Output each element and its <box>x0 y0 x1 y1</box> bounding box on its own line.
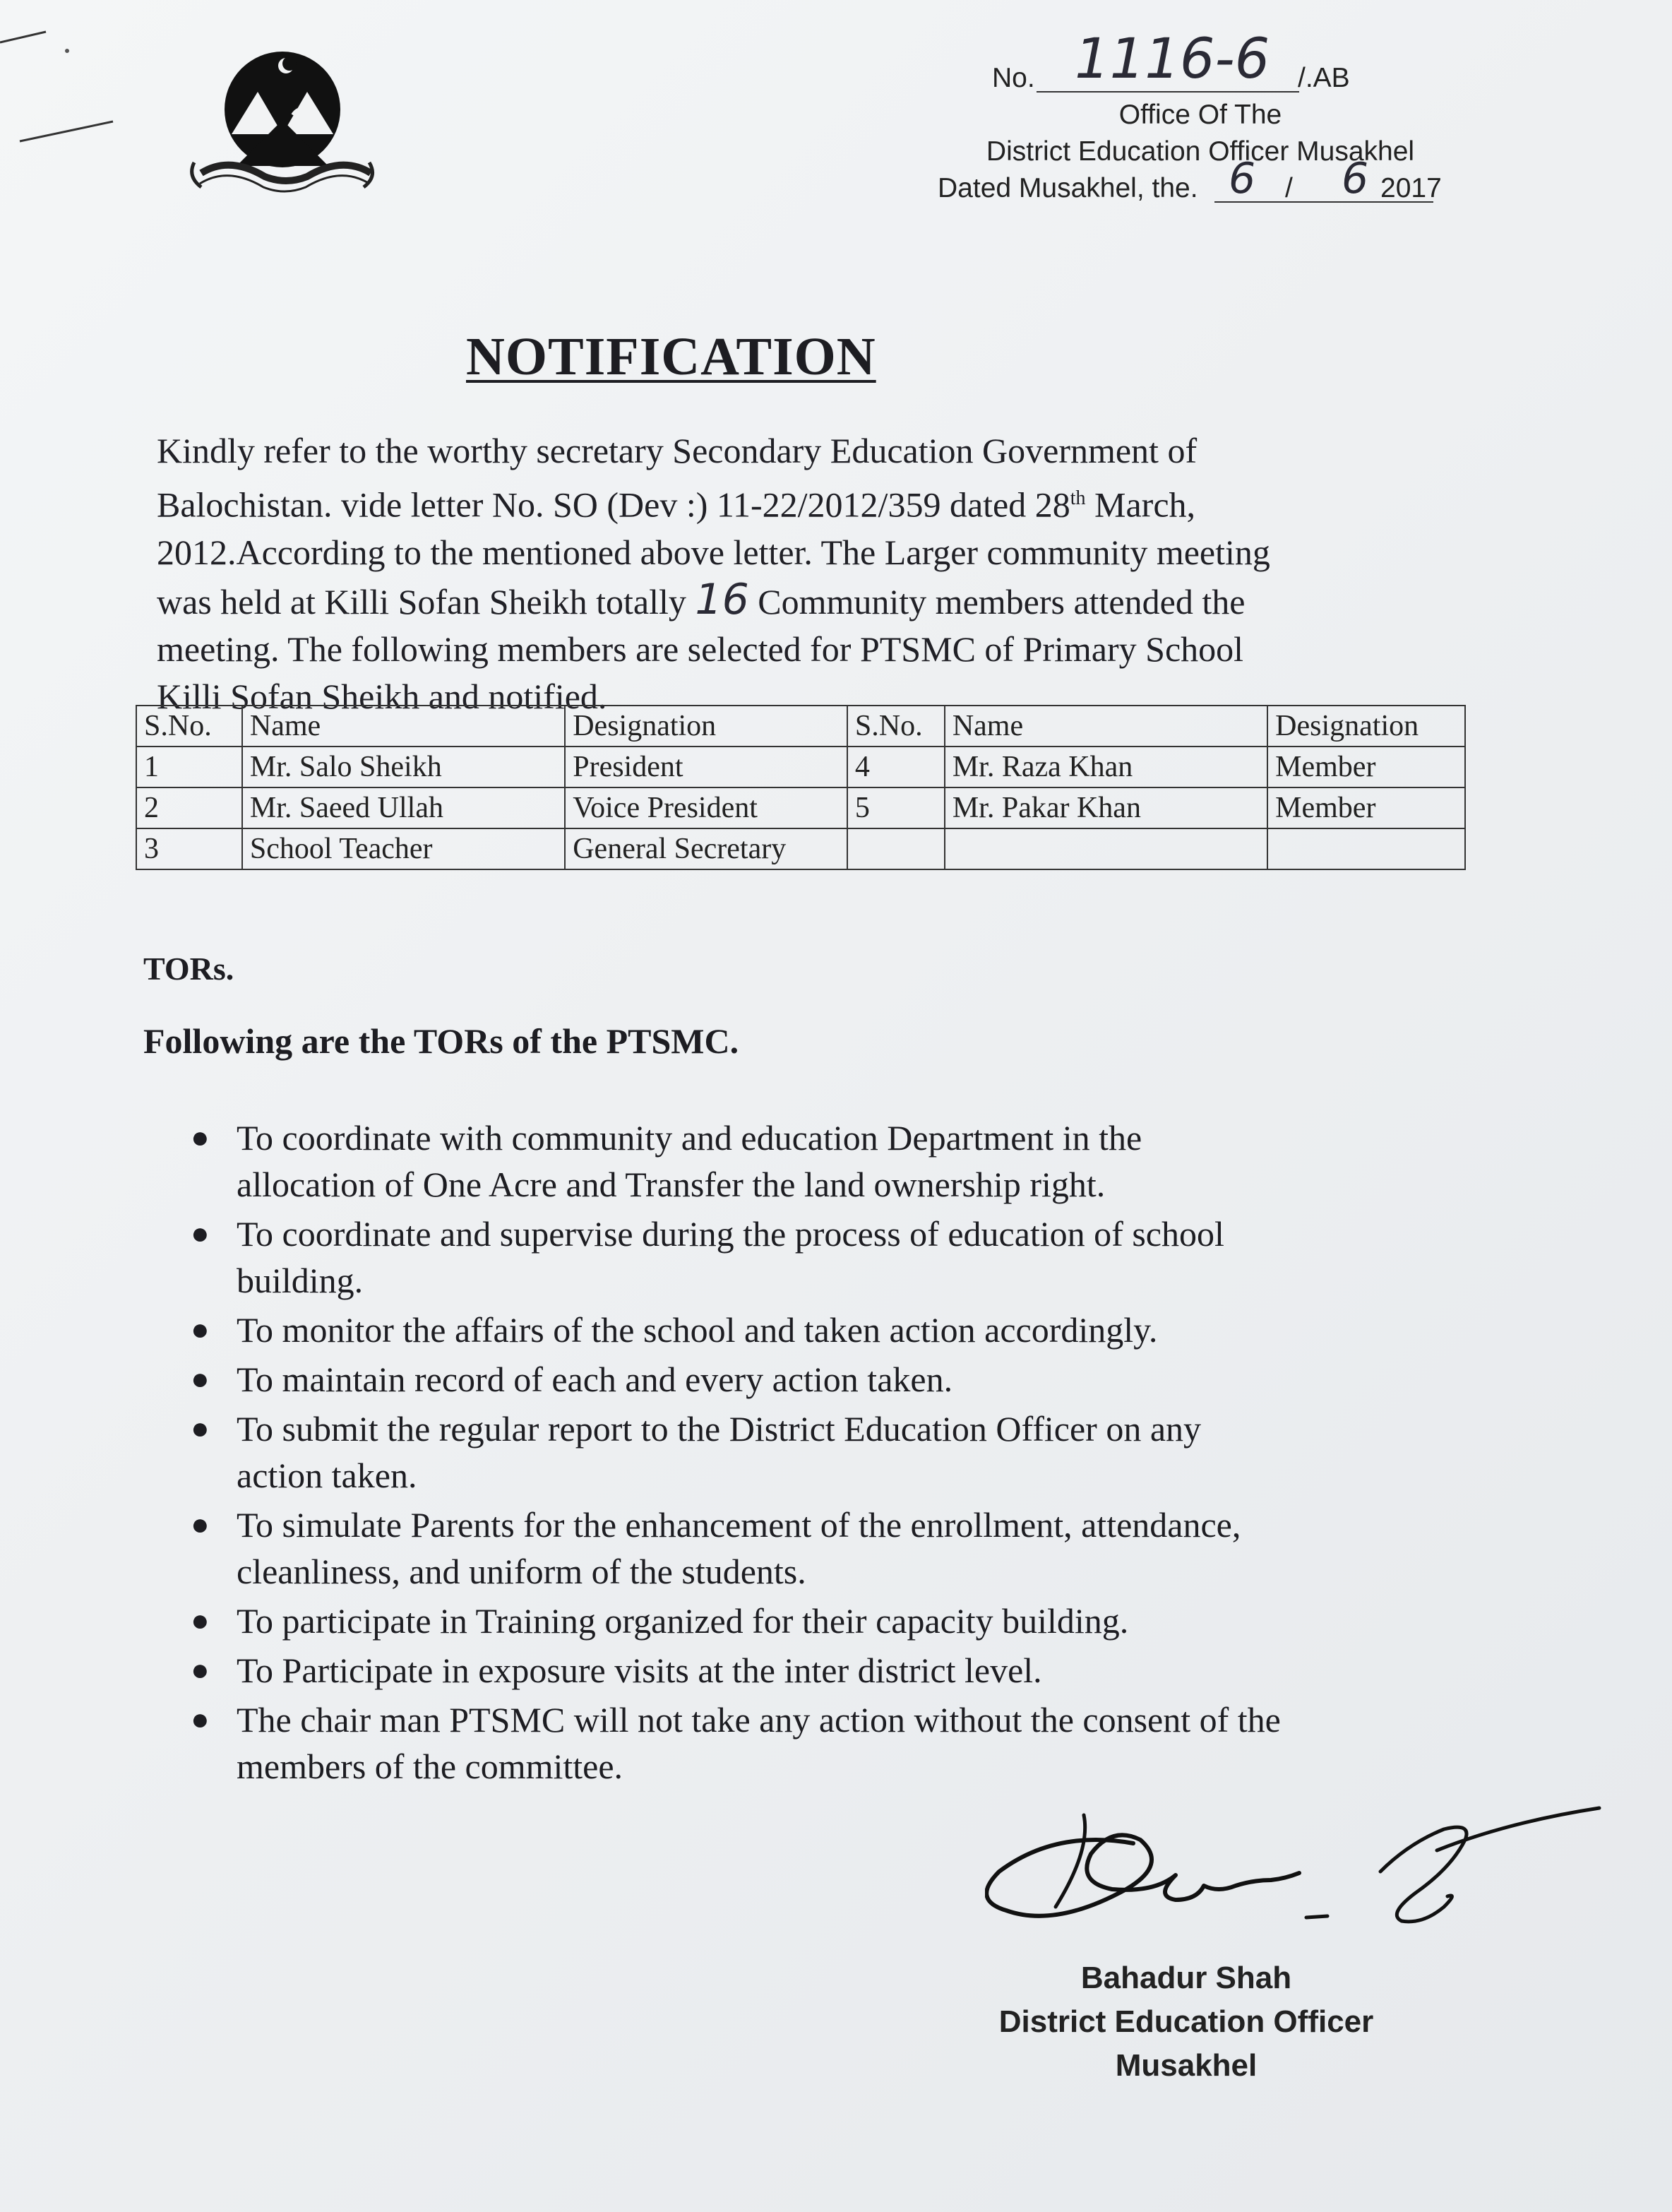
list-item-text: action taken. <box>237 1456 417 1495</box>
table-cell <box>1267 828 1465 869</box>
column-header: Designation <box>565 706 847 747</box>
table-cell: Member <box>1267 747 1465 787</box>
bullet-icon: ● <box>191 1120 210 1155</box>
bullet-icon: ● <box>191 1507 210 1542</box>
signer-place: Musakhel <box>1115 2048 1258 2083</box>
list-item-text: allocation of One Acre and Transfer the land ownership right. <box>237 1165 1106 1204</box>
list-item <box>169 1356 1462 1403</box>
dated-line <box>918 154 1483 207</box>
list-item-text: To Participate in exposure visits at the inter district level. <box>237 1651 1042 1690</box>
bullet-icon: ● <box>191 1362 210 1396</box>
list-item-text: To coordinate and supervise during the process of education of school <box>237 1214 1224 1254</box>
table-cell: Voice President <box>565 787 847 828</box>
list-item-text: To maintain record of each and every action taken. <box>237 1360 953 1399</box>
table-cell: Member <box>1267 787 1465 828</box>
table-cell <box>847 828 945 869</box>
balochistan-emblem-icon <box>187 39 378 201</box>
bullet-icon: ● <box>191 1653 210 1687</box>
tors-subheading: Following are the TORs of the PTSMC. <box>143 1021 739 1061</box>
table-cell: School Teacher <box>242 828 565 869</box>
reference-no-suffix: /.AB <box>1298 63 1350 93</box>
bullet-icon: ● <box>191 1603 210 1638</box>
list-item-text: To monitor the affairs of the school and taken action accordingly. <box>237 1310 1158 1350</box>
date-separator: / <box>1285 173 1293 203</box>
body-line: Kindly refer to the worthy secretary Secondary Education Government of <box>157 431 1198 470</box>
list-item-text: To coordinate with community and education Department in the <box>237 1118 1142 1158</box>
dated-label: Dated Musakhel, the. <box>938 173 1198 203</box>
handwritten-signature <box>985 1794 1656 1956</box>
table-row <box>136 747 1465 787</box>
reference-no-handwritten: 1116-6 <box>1075 28 1270 91</box>
bullet-icon: ● <box>191 1216 210 1251</box>
column-header: Name <box>242 706 565 747</box>
table-cell: General Secretary <box>565 828 847 869</box>
office-line: Office Of The <box>1118 100 1282 130</box>
list-item-text: cleanliness, and uniform of the students. <box>237 1552 806 1591</box>
body-line: Killi Sofan Sheikh and notified. <box>157 676 607 716</box>
list-item <box>169 1647 1462 1694</box>
tors-heading: TORs. <box>143 951 234 987</box>
list-item-text: To participate in Training organized for their capacity building. <box>237 1601 1129 1641</box>
office-header <box>918 28 1483 207</box>
table-cell: 1 <box>136 747 242 787</box>
body-line: was held at Killi Sofan Sheikh totally 16 Community members attended the <box>157 574 1246 624</box>
notification-body <box>157 427 1442 720</box>
table-cell: 4 <box>847 747 945 787</box>
table-cell: 2 <box>136 787 242 828</box>
table-cell: President <box>565 747 847 787</box>
bullet-icon: ● <box>191 1312 210 1347</box>
tors-list <box>169 1114 1462 1792</box>
list-item <box>169 1307 1462 1353</box>
members-table <box>136 705 1466 870</box>
reference-no-label: No. <box>992 63 1035 93</box>
column-header: Designation <box>1267 706 1465 747</box>
table-cell: 5 <box>847 787 945 828</box>
body-line: meeting. The following members are selected for PTSMC of Primary School <box>157 629 1244 669</box>
column-header: S.No. <box>136 706 242 747</box>
table-cell: 3 <box>136 828 242 869</box>
bullet-icon: ● <box>191 1702 210 1737</box>
list-item <box>169 1405 1462 1499</box>
bullet-icon: ● <box>191 1411 210 1446</box>
page-title: NOTIFICATION <box>466 327 876 386</box>
list-item-text: building. <box>237 1261 364 1300</box>
signer-block <box>918 1956 1455 2088</box>
list-item-text: The chair man PTSMC will not take any action without the consent of the <box>237 1700 1281 1740</box>
attendee-count-handwritten: 16 <box>695 574 749 624</box>
table-cell: Mr. Saeed Ullah <box>242 787 565 828</box>
list-item <box>169 1598 1462 1644</box>
body-line: 2012.According to the mentioned above letter. The Larger community meeting <box>157 532 1270 572</box>
date-day-handwritten: 6 <box>1229 154 1256 203</box>
list-item-text: To simulate Parents for the enhancement of the enrollment, attendance, <box>237 1505 1241 1545</box>
reference-number-line <box>918 28 1483 97</box>
table-header-row <box>136 706 1465 747</box>
date-year: 2017 <box>1380 173 1442 203</box>
column-header: Name <box>945 706 1267 747</box>
column-header: S.No. <box>847 706 945 747</box>
table-row <box>136 787 1465 828</box>
district-line: District Education Officer Musakhel <box>986 136 1415 167</box>
signer-designation: District Education Officer <box>998 2004 1374 2039</box>
list-item-text: To submit the regular report to the District Education Officer on any <box>237 1409 1202 1449</box>
list-item <box>169 1114 1462 1208</box>
table-cell: Mr. Pakar Khan <box>945 787 1267 828</box>
list-item <box>169 1502 1462 1595</box>
table-cell: Mr. Raza Khan <box>945 747 1267 787</box>
list-item-text: members of the committee. <box>237 1747 623 1786</box>
date-month-handwritten: 6 <box>1342 154 1369 203</box>
body-line: Balochistan. vide letter No. SO (Dev :) 11-22/2012/359 dated 28th March, <box>157 484 1196 525</box>
table-row <box>136 828 1465 869</box>
margin-marks <box>0 0 141 170</box>
table-cell: Mr. Salo Sheikh <box>242 747 565 787</box>
list-item <box>169 1211 1462 1304</box>
signer-name: Bahadur Shah <box>1080 1961 1292 1995</box>
list-item <box>169 1696 1462 1790</box>
table-cell <box>945 828 1267 869</box>
